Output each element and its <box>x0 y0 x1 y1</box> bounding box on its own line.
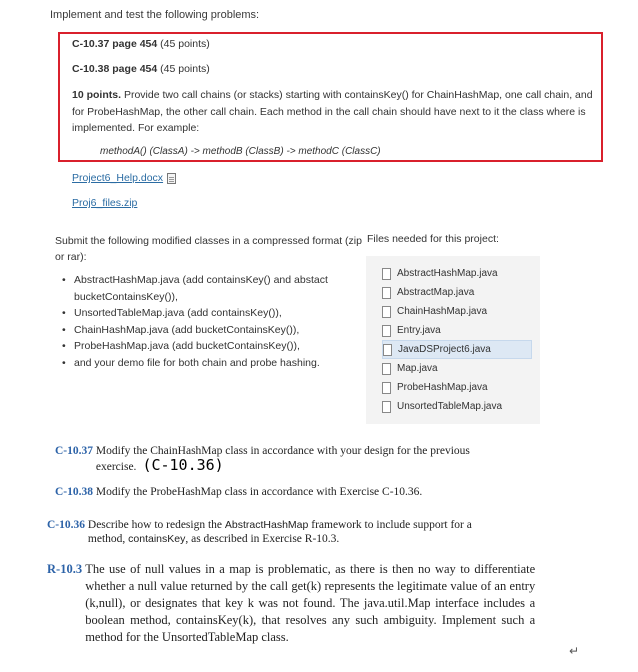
file-item[interactable] <box>382 264 532 283</box>
java-file-icon <box>382 306 391 318</box>
java-file-icon <box>382 363 391 375</box>
help-doc-link[interactable]: Project6_Help.docx <box>72 172 164 184</box>
text-run: , as described in Exercise R-10.3. <box>185 533 340 545</box>
handwritten-annotation: (C-10.36) <box>142 456 224 474</box>
document-icon[interactable] <box>167 173 176 184</box>
task-points: (45 points) <box>160 63 210 75</box>
files-zip-link[interactable]: Proj6_files.zip <box>72 197 138 209</box>
call-chain-example: methodA() (ClassA) -> methodB (ClassB) -> methodC (ClassC) <box>100 146 381 157</box>
exercise-text <box>96 444 506 474</box>
exercise-c-10-36 <box>47 518 537 546</box>
list-item: • ProbeHashMap.java (add bucketContainsKey()), <box>60 338 360 355</box>
file-name: JavaDSProject6.java <box>398 344 491 355</box>
help-doc-link-row[interactable] <box>72 172 176 184</box>
file-item[interactable] <box>382 359 532 378</box>
task-id: C-10.38 page 454 <box>72 63 158 75</box>
exercise-number: C-10.36 <box>47 519 86 531</box>
task-c-10-37 <box>72 38 210 50</box>
exercise-number: C-10.38 <box>55 486 94 498</box>
list-item: • AbstractHashMap.java (add containsKey() and abstact bucketContainsKey()), <box>60 272 360 305</box>
file-name: Entry.java <box>397 325 441 336</box>
exercise-c-10-37 <box>55 444 525 474</box>
file-item[interactable] <box>382 283 532 302</box>
task-id: C-10.37 page 454 <box>72 38 158 50</box>
java-file-icon <box>382 325 391 337</box>
file-name: UnsortedTableMap.java <box>397 401 503 412</box>
java-file-icon <box>382 401 391 413</box>
exercise-r-10-3 <box>47 561 557 646</box>
file-item[interactable] <box>382 378 532 397</box>
exercise-body: Modify the ChainHashMap class in accordance with your design for the previous exercise. <box>95 445 470 473</box>
file-name: ChainHashMap.java <box>397 306 488 317</box>
exercise-text: The use of null values in a map is problematic, as there is then no way to differentiate whether a null value returned by the call get(k) represents the legitimate value of an entry (k,null), or designates that key k was not found. The java.util.Map interface includes a boolean method, containsKey(k), that resolves any such ambiguity. Implement such a method for the UnsortedTableMap class. <box>85 562 536 644</box>
list-item: • UnsortedTableMap.java (add containsKey()), <box>60 305 360 322</box>
file-name: ProbeHashMap.java <box>397 382 488 393</box>
exercise-c-10-38 <box>55 485 422 499</box>
exercise-number: R-10.3 <box>47 562 83 576</box>
java-file-icon <box>383 344 392 356</box>
list-item: • ChainHashMap.java (add bucketContainsKey()), <box>60 322 360 339</box>
code-term: containsKey <box>128 533 186 545</box>
task-call-chains <box>72 87 597 137</box>
file-name: AbstractMap.java <box>397 287 475 298</box>
file-item[interactable] <box>382 302 532 321</box>
file-item[interactable] <box>382 397 532 416</box>
exercise-number: C-10.37 <box>55 445 94 457</box>
task-c-10-38 <box>72 63 210 75</box>
task-points: 10 points. <box>72 89 122 101</box>
submit-class-list <box>60 272 360 371</box>
submit-heading: Submit the following modified classes in a compressed format (zip or rar): <box>55 235 362 263</box>
file-name: AbstractHashMap.java <box>397 268 498 279</box>
text-run: Describe how to redesign the <box>87 519 225 531</box>
highlighted-tasks-box <box>58 32 603 162</box>
task-points: (45 points) <box>160 38 210 50</box>
java-file-icon <box>382 382 391 394</box>
task-description: Provide two call chains (or stacks) starting with containsKey() for ChainHashMap, one call chain, and for ProbeHashMap, the other call chain. Each method in the call chain should have next to it the class where is implemented. For example: <box>72 89 593 134</box>
exercise-text: Modify the ProbeHashMap class in accordance with Exercise C-10.36. <box>95 486 423 498</box>
paragraph-return-mark: ↵ <box>569 644 580 658</box>
file-name: Map.java <box>397 363 438 374</box>
file-list-panel <box>366 256 540 424</box>
exercise-text <box>88 518 508 546</box>
files-needed-title: Files needed for this project: <box>367 233 499 245</box>
text-run: framework to include support for a method, <box>87 519 472 545</box>
instructions-intro: Implement and test the following problems: <box>50 9 260 21</box>
file-item[interactable] <box>382 321 532 340</box>
list-item: • and your demo file for both chain and probe hashing. <box>60 355 360 372</box>
code-term: AbstractHashMap <box>224 519 309 531</box>
java-file-icon <box>382 268 391 280</box>
java-file-icon <box>382 287 391 299</box>
file-item-selected[interactable] <box>382 340 532 359</box>
